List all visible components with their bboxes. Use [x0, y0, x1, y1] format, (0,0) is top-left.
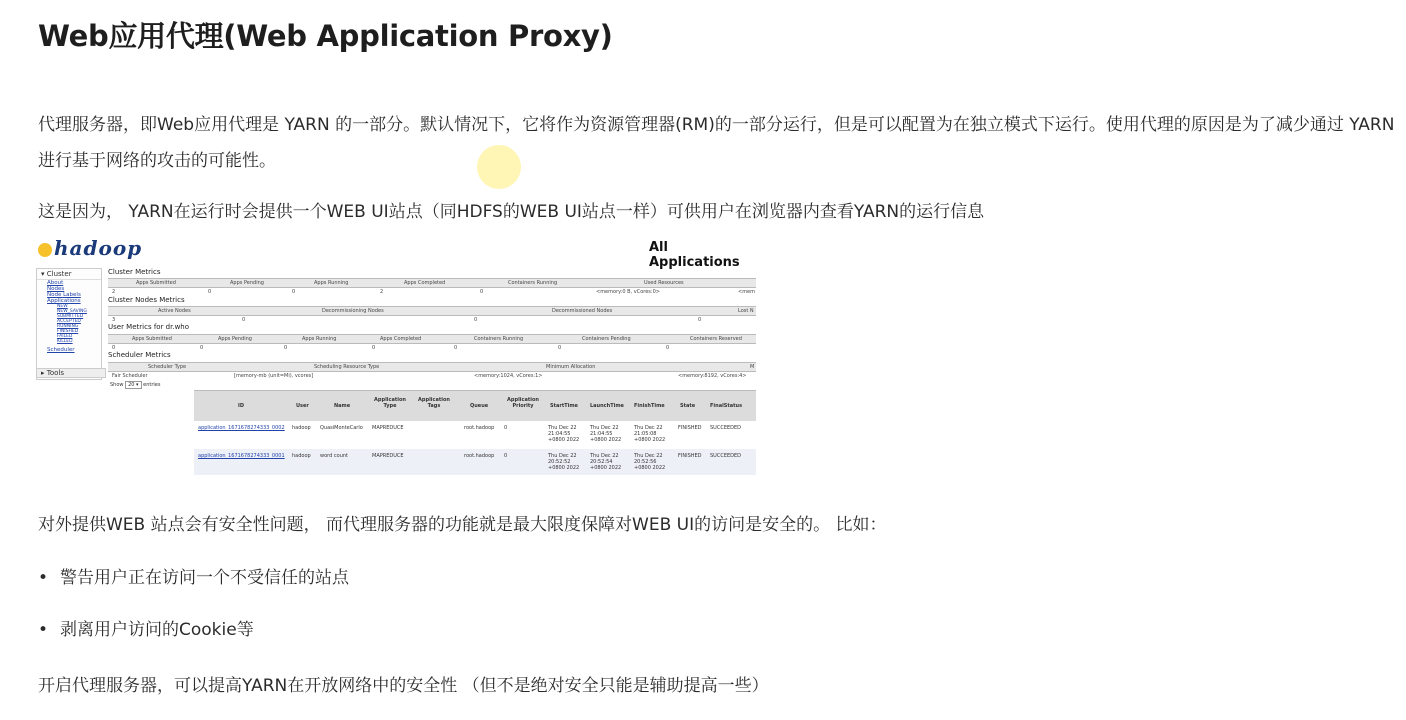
- sm-header: Scheduling Resource Type: [314, 364, 380, 370]
- cm-value: 0: [208, 289, 212, 295]
- nm-value: 3: [112, 317, 116, 323]
- col-header-launchtime[interactable]: LaunchTime: [590, 403, 624, 409]
- cell-app-type: MAPREDUCE: [372, 453, 404, 459]
- cell-finishtime: Thu Dec 22 21:05:08 +0800 2022: [634, 425, 666, 443]
- col-header-app-tags[interactable]: Application Tags: [418, 397, 450, 409]
- um-value: 0: [454, 345, 458, 351]
- col-header-name[interactable]: Name: [334, 403, 351, 409]
- col-header-finalstatus[interactable]: FinalStatus: [710, 403, 743, 409]
- cell-starttime: Thu Dec 22 20:52:52 +0800 2022: [548, 453, 580, 471]
- um-header: Apps Submitted: [132, 336, 172, 342]
- cell-name: word count: [320, 453, 348, 459]
- um-value: 0: [284, 345, 288, 351]
- user-metrics-values: [108, 343, 756, 352]
- intro-paragraph: 代理服务器，即Web应用代理是 YARN 的一部分。默认情况下，它将作为资源管理器(RM)的一部分运行，但是可以配置为在独立模式下运行。使用代理的原因是为了减少通过 YARN 进行基于网络的攻击的可能性。: [38, 115, 1395, 171]
- cm-value: 0: [480, 289, 484, 295]
- sidebar-state-accepted[interactable]: ACCEPTED: [57, 319, 81, 324]
- um-header: Apps Completed: [380, 336, 422, 342]
- cluster-metrics-label: Cluster Metrics: [108, 268, 161, 276]
- nm-value: 0: [242, 317, 246, 323]
- app-id-link[interactable]: application_1671678274333_0002: [198, 425, 285, 431]
- scheduler-metrics-header: [108, 362, 756, 371]
- um-header: Containers Pending: [582, 336, 631, 342]
- cell-user: hadoop: [292, 425, 311, 431]
- cm-header: Containers Running: [508, 280, 558, 286]
- um-value: 0: [372, 345, 376, 351]
- cell-finishtime: Thu Dec 22 20:52:56 +0800 2022: [634, 453, 666, 471]
- user-metrics-label: User Metrics for dr.who: [108, 323, 190, 331]
- col-header-priority[interactable]: Application Priority: [507, 397, 539, 409]
- um-value: 0: [558, 345, 562, 351]
- col-header-id[interactable]: ID: [238, 403, 245, 409]
- sidebar-link-scheduler[interactable]: Scheduler: [47, 347, 75, 353]
- sidebar-link-node-labels[interactable]: Node Labels: [47, 292, 81, 298]
- hadoop-yarn-screenshot: [36, 234, 758, 480]
- cm-header: Apps Completed: [404, 280, 446, 286]
- um-header: Apps Running: [302, 336, 337, 342]
- cm-header: Apps Pending: [230, 280, 264, 286]
- page-title: Web应用代理(Web Application Proxy): [38, 19, 613, 53]
- col-header-app-type[interactable]: Application Type: [374, 397, 406, 409]
- nm-value: 0: [698, 317, 702, 323]
- sidebar-state-new[interactable]: NEW: [57, 304, 68, 309]
- elephant-icon: [38, 243, 52, 257]
- all-applications-title: All Applications: [649, 240, 740, 270]
- sm-header: Minimum Allocation: [546, 364, 596, 370]
- cell-launchtime: Thu Dec 22 20:52:54 +0800 2022: [590, 453, 622, 471]
- cell-state: FINISHED: [678, 453, 702, 459]
- cm-value: 2: [380, 289, 384, 295]
- sm-header: M: [750, 364, 755, 370]
- hadoop-logo-text: hadoop: [54, 236, 143, 260]
- bullet-dot: •: [38, 568, 49, 588]
- cell-name: QuasiMonteCarlo: [320, 425, 363, 431]
- um-value: 0: [666, 345, 670, 351]
- cursor-highlight: [477, 145, 521, 189]
- cm-value: <memory:0 B, vCores:0>: [596, 289, 660, 295]
- nodes-metrics-header: [108, 306, 756, 315]
- sidebar-link-applications[interactable]: Applications: [47, 298, 81, 304]
- cm-value: 2: [112, 289, 116, 295]
- scheduler-metrics-label: Scheduler Metrics: [108, 351, 171, 359]
- col-header-queue[interactable]: Queue: [470, 403, 489, 409]
- entries-select[interactable]: 20 ▾: [125, 381, 141, 389]
- hadoop-logo: [38, 236, 148, 258]
- sidebar-state-new-saving[interactable]: NEW_SAVING: [57, 309, 87, 314]
- reason-paragraph: 这是因为， YARN在运行时会提供一个WEB UI站点（同HDFS的WEB UI站点一样）可供用户在浏览器内查看YARN的运行信息: [38, 202, 985, 222]
- show-entries: [110, 382, 161, 388]
- nodes-metrics-values: [108, 315, 756, 324]
- sm-value: <memory:8192, vCores:4>: [678, 373, 747, 379]
- bullet-text: 警告用户正在访问一个不受信任的站点: [60, 568, 349, 588]
- bullet-text: 剥离用户访问的Cookie等: [60, 620, 254, 640]
- bullet-item: [38, 615, 254, 645]
- security-paragraph: 对外提供WEB 站点会有安全性问题， 而代理服务器的功能就是最大限度保障对WEB UI的访问是安全的。 比如：: [38, 515, 887, 535]
- sidebar-state-finished[interactable]: FINISHED: [57, 329, 79, 334]
- applications-table: [194, 390, 756, 477]
- sidebar-cluster[interactable]: ▾ Cluster: [37, 269, 101, 280]
- scheduler-metrics-values: [108, 371, 756, 380]
- sidebar-state-failed[interactable]: FAILED: [57, 334, 73, 339]
- cluster-metrics-values: [108, 287, 756, 296]
- cell-priority: 0: [504, 453, 508, 459]
- entries-label: entries: [143, 382, 161, 388]
- um-header: Containers Reserved: [690, 336, 742, 342]
- cluster-metrics-header: [108, 278, 756, 287]
- nm-header: Decommissioning Nodes: [322, 308, 384, 314]
- conclusion-paragraph: 开启代理服务器，可以提高YARN在开放网络中的安全性 （但不是绝对安全只能是辅助提高一些）: [38, 676, 769, 696]
- sm-value: [memory-mb (unit=Mi), vcores]: [234, 373, 314, 379]
- table-row: [194, 449, 756, 475]
- nm-header: Active Nodes: [158, 308, 191, 314]
- hadoop-sidebar: [36, 268, 102, 380]
- cell-user: hadoop: [292, 453, 311, 459]
- cm-header: Used Resources: [644, 280, 684, 286]
- um-value: 0: [200, 345, 204, 351]
- col-header-state[interactable]: State: [680, 403, 696, 409]
- cell-queue: root.hadoop: [464, 453, 495, 459]
- applications-table-header: [194, 391, 756, 421]
- cm-value: <mem: [738, 289, 756, 295]
- bullet-dot: •: [38, 620, 49, 640]
- cell-state: FINISHED: [678, 425, 702, 431]
- um-value: 0: [112, 345, 116, 351]
- table-row: [194, 421, 756, 447]
- cm-value: 0: [292, 289, 296, 295]
- cell-queue: root.hadoop: [464, 425, 495, 431]
- nm-header: Decommissioned Nodes: [552, 308, 613, 314]
- nm-value: 0: [474, 317, 478, 323]
- sidebar-tools[interactable]: ▸ Tools: [36, 368, 106, 378]
- cell-finalstatus: SUCCEEDED: [710, 453, 741, 459]
- cm-header: Apps Submitted: [136, 280, 176, 286]
- nm-header: Lost N: [738, 308, 754, 314]
- sm-value: <memory:1024, vCores:1>: [474, 373, 543, 379]
- cell-launchtime: Thu Dec 22 21:04:55 +0800 2022: [590, 425, 622, 443]
- sidebar-state-killed[interactable]: KILLED: [57, 339, 73, 344]
- bullet-item: [38, 563, 349, 593]
- um-header: Apps Pending: [218, 336, 252, 342]
- cell-starttime: Thu Dec 22 21:04:55 +0800 2022: [548, 425, 580, 443]
- app-id-link[interactable]: application_1671678274333_0001: [198, 453, 285, 459]
- sidebar-link-about[interactable]: About: [47, 280, 64, 286]
- show-label: Show: [110, 382, 124, 388]
- nodes-metrics-label: Cluster Nodes Metrics: [108, 296, 185, 304]
- col-header-starttime[interactable]: StartTime: [550, 403, 578, 409]
- um-header: Containers Running: [474, 336, 524, 342]
- user-metrics-header: [108, 334, 756, 343]
- cm-header: Apps Running: [314, 280, 349, 286]
- sidebar-state-running[interactable]: RUNNING: [57, 324, 79, 329]
- col-header-user[interactable]: User: [296, 403, 309, 409]
- sm-header: Scheduler Type: [148, 364, 187, 370]
- cell-priority: 0: [504, 425, 508, 431]
- cell-app-type: MAPREDUCE: [372, 425, 404, 431]
- sidebar-state-submitted[interactable]: SUBMITTED: [57, 314, 84, 319]
- sidebar-link-nodes[interactable]: Nodes: [47, 286, 65, 292]
- cell-finalstatus: SUCCEEDED: [710, 425, 741, 431]
- col-header-finishtime[interactable]: FinishTime: [634, 403, 665, 409]
- sm-value: Fair Scheduler: [112, 373, 148, 379]
